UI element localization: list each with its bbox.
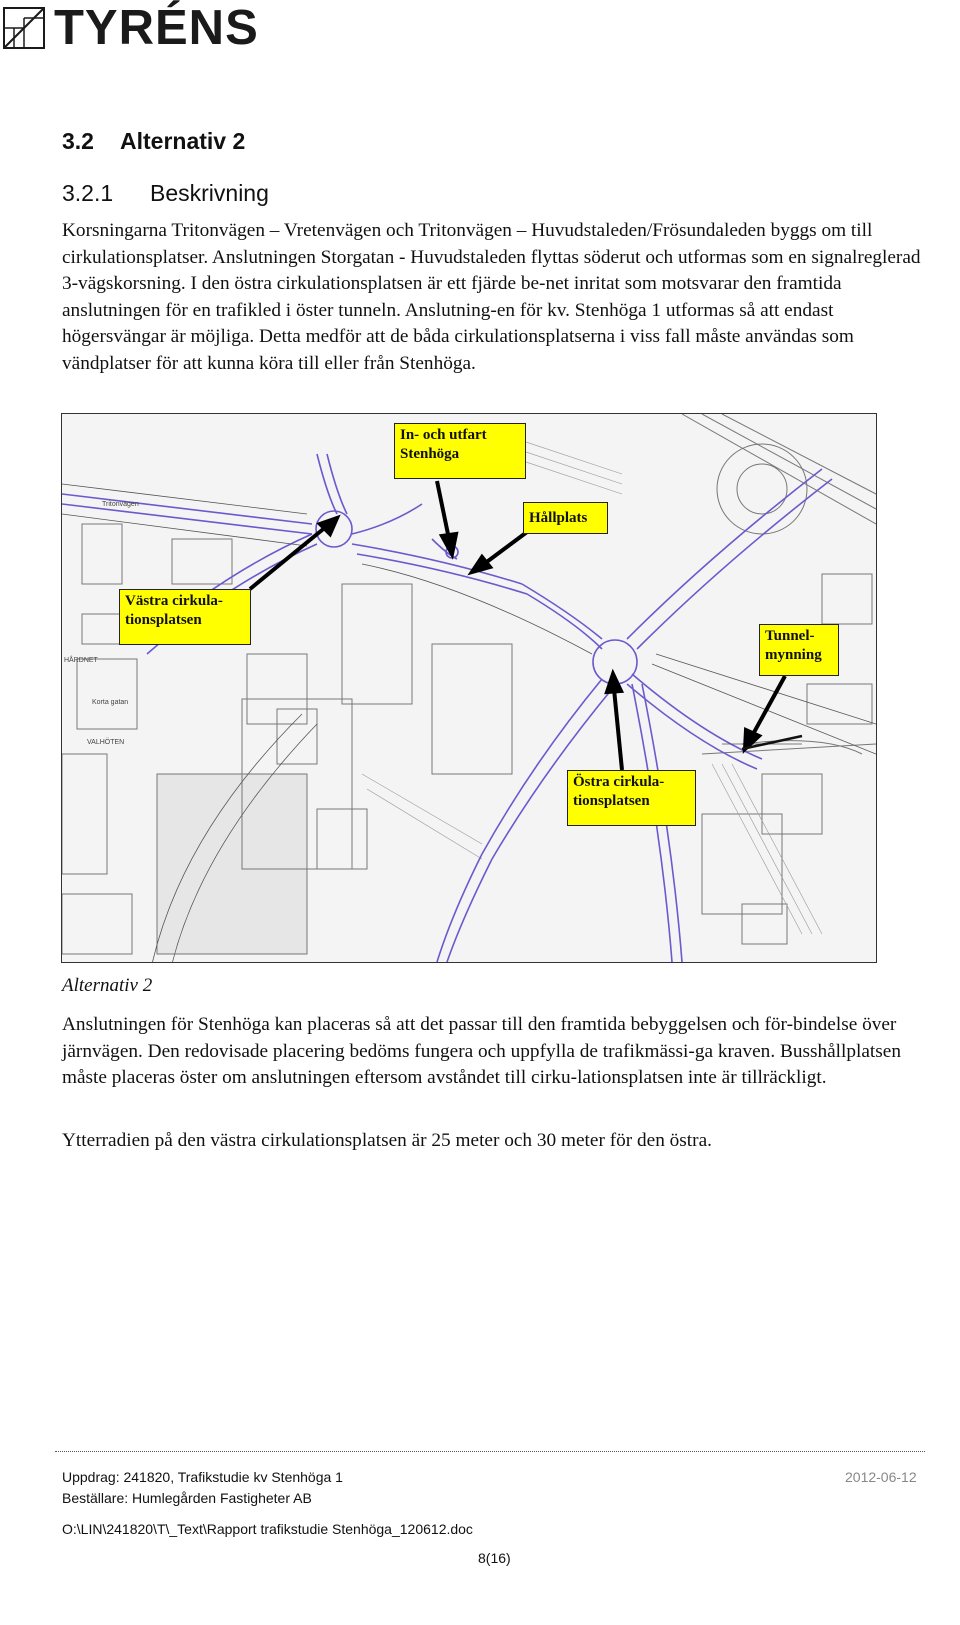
subsection-number: 3.2.1 bbox=[62, 180, 114, 206]
label-in-utfart-stenhoga: In- och utfart Stenhöga bbox=[394, 423, 526, 479]
radius-paragraph: Ytterradien på den västra cirkulationsplatsen är 25 meter och 30 meter för den östra. bbox=[62, 1130, 712, 1151]
map-street-label: Korta gatan bbox=[92, 699, 129, 706]
subsection-title: Beskrivning bbox=[150, 180, 269, 206]
label-ostra-cirkulationsplatsen: Östra cirkula-tionsplatsen bbox=[567, 770, 696, 826]
road-plan-drawing bbox=[62, 414, 876, 962]
footer-bestallare: Beställare: Humlegården Fastigheter AB bbox=[62, 1490, 312, 1506]
logo-text: TYRÉNS bbox=[54, 1, 259, 55]
figure-caption: Alternativ 2 bbox=[62, 975, 153, 996]
label-hallplats: Hållplats bbox=[523, 502, 608, 534]
road-plan-figure bbox=[61, 413, 877, 963]
label-vastra-cirkulationsplatsen: Västra cirkula-tionsplatsen bbox=[119, 589, 251, 645]
section-heading bbox=[62, 128, 245, 155]
subsection-heading bbox=[62, 180, 269, 207]
footer-file-path: O:\LIN\241820\T\_Text\Rapport trafikstudie Stenhöga_120612.doc bbox=[62, 1521, 473, 1537]
tyrens-logo-icon bbox=[2, 6, 46, 50]
map-street-label: Tritonvägen bbox=[102, 501, 139, 508]
description-paragraph: Korsningarna Tritonvägen – Vretenvägen och Tritonvägen – Huvudstaleden/Frösundaleden byggs om till cirkulationsplatser. Anslutningen Storgatan - Huvudstaleden flyttas söderut och utformas som en signalreglerad 3-vägskorsning. I den östra cirkulationsplatsen är ett fjärde be-net inritat som motsvarar den framtida anslutningen för en trafikled i öster tunneln. Anslutning-en för kv. Stenhöga 1 utformas så att endast högersvängar är möjliga. Detta medför att de båda cirkulationsplatserna i viss fall måste användas som vändplatser för att kunna köra till eller från Stenhöga. bbox=[62, 220, 921, 374]
page-number: 8(16) bbox=[478, 1550, 511, 1566]
label-tunnelmynning: Tunnel-mynning bbox=[759, 624, 839, 676]
analysis-paragraph: Anslutningen för Stenhöga kan placeras så att det passar till den framtida bebyggelsen och för-bindelse över järnvägen. Den redovisade placering bedöms fungera och uppfylla de trafikmässi-ga kraven. Busshållplatsen måste placeras öster om anslutningen eftersom avståndet till cirku-lationsplatsen inte är tillräckligt. bbox=[62, 1014, 901, 1088]
map-street-label: HÅRDNET bbox=[64, 657, 98, 664]
company-logo bbox=[2, 1, 259, 55]
map-street-label: VALHÖTEN bbox=[87, 739, 125, 746]
footer-uppdrag: Uppdrag: 241820, Trafikstudie kv Stenhöga 1 bbox=[62, 1469, 343, 1485]
footer-date: 2012-06-12 bbox=[845, 1469, 917, 1485]
section-number: 3.2 bbox=[62, 128, 94, 154]
section-title: Alternativ 2 bbox=[120, 128, 246, 154]
footer-divider bbox=[55, 1451, 925, 1452]
